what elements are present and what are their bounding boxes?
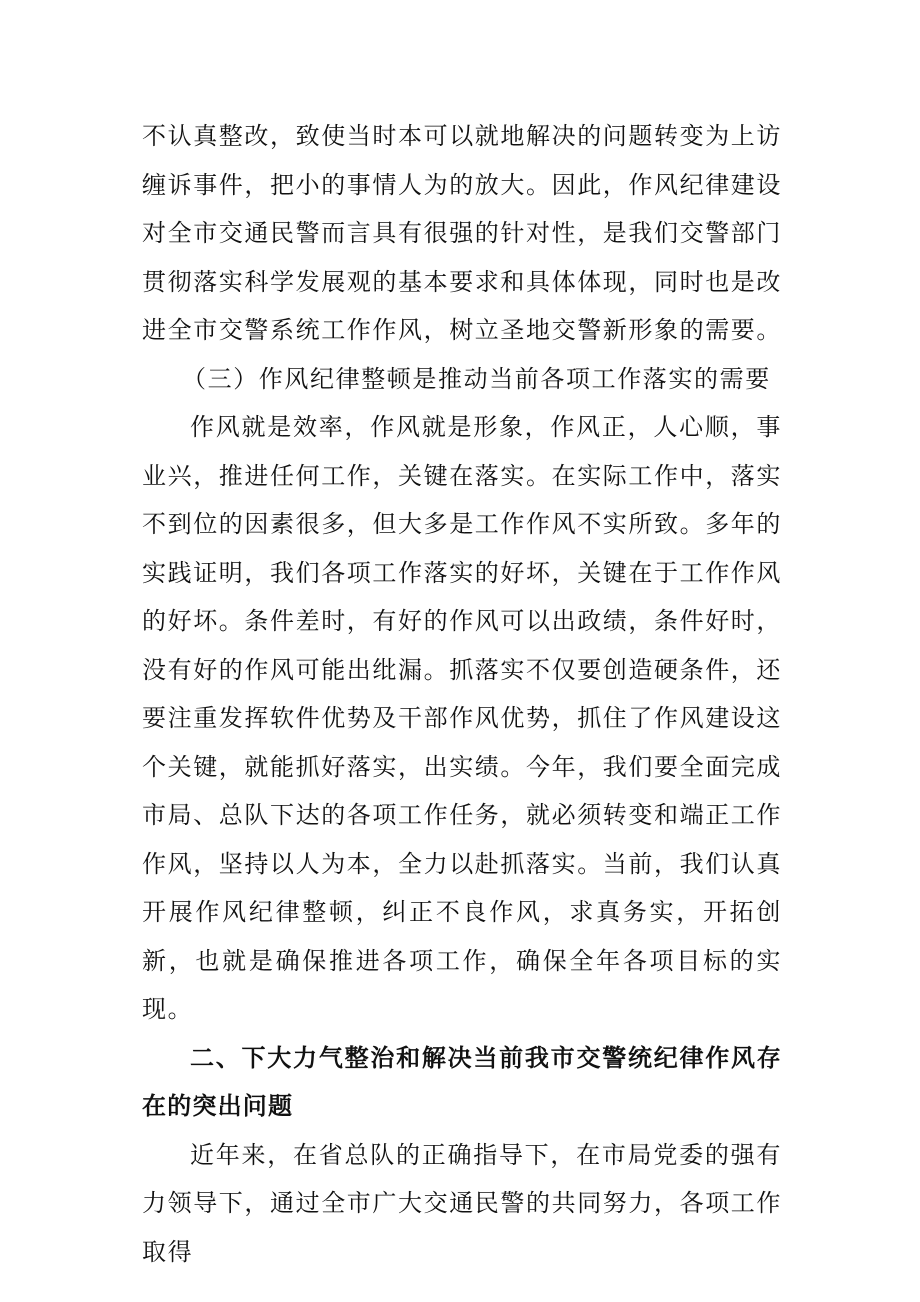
subheading-three: （三）作风纪律整顿是推动当前各项工作落实的需要 bbox=[182, 364, 771, 393]
section-heading-two: 二、下大力气整治和解决当前我市交警统纪律作风存在的突出问题 bbox=[142, 1043, 782, 1120]
paragraph-recent-years: 近年来，在省总队的正确指导下，在市局党委的强有力领导下，通过全市广大交通民警的共同努力，各项工作取得 bbox=[142, 1140, 782, 1266]
paragraph-work-style: 作风就是效率，作风就是形象，作风正，人心顺，事业兴，推进任何工作，关键在落实。在实际工作中，落实不到位的因素很多，但大多是工作作风不实所致。多年的实践证明，我们各项工作落实的好坏，关键在于工作作风的好坏。条件差时，有好的作风可以出政绩，条件好时，没有好的作风可能出纰漏。抓落实不仅要创造硬条件，还要注重发挥软件优势及干部作风优势，抓住了作风建设这个关键，就能抓好落实，出实绩。今年，我们要全面完成市局、总队下达的各项工作任务，就必须转变和端正工作作风，坚持以人为本，全力以赴抓落实。当前，我们认真开展作风纪律整顿，纠正不良作风，求真务实，开拓创新，也就是确保推进各项工作，确保全年各项目标的实现。 bbox=[142, 413, 782, 1023]
document-body bbox=[142, 112, 782, 1276]
paragraph-continuation: 不认真整改，致使当时本可以就地解决的问题转变为上访缠诉事件，把小的事情人为的放大。因此，作风纪律建设对全市交通民警而言具有很强的针对性，是我们交警部门贯彻落实科学发展观的基本要求和具体体现，同时也是改进全市交警系统工作作风，树立圣地交警新形象的需要。 bbox=[142, 122, 782, 344]
